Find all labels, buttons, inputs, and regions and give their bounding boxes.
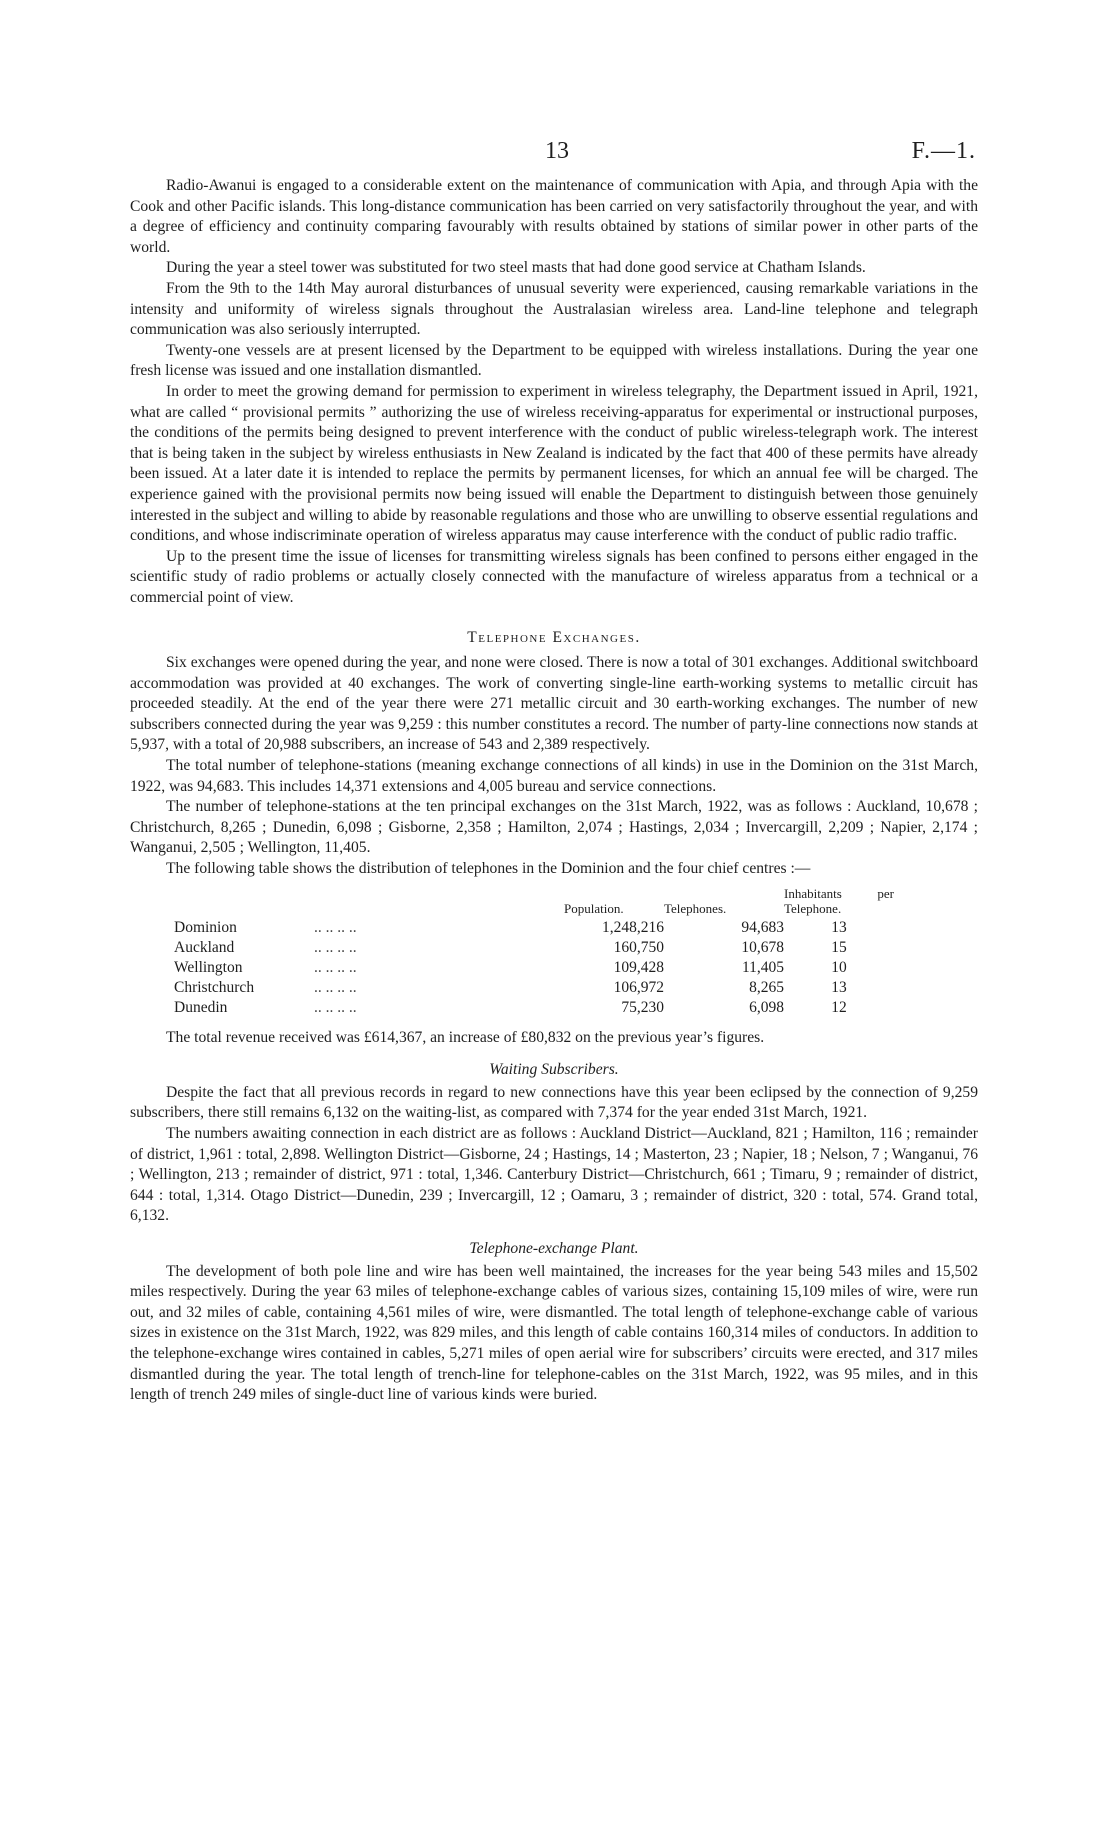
paragraph: The number of telephone-stations at the ten principal exchanges on the 31st March, 1922, was as follows : Auckland, 10,678 ; Christchurch, 8,265 ; Dunedin, 6,098 ; Gisborne, 2,358 ; Hamilton, 2,074 ; Hastings, 2,034 ; Invercargill, 2,209 ; Napier, 2,174 ; Wanganui, 2,505 ; Wellington, 11,405. — [130, 798, 978, 857]
section-heading-waiting-subscribers: Waiting Subscribers. — [489, 1061, 619, 1079]
row-leader: .. .. .. .. — [314, 978, 357, 996]
document-reference: F.—1. — [911, 138, 976, 164]
section-heading-exchange-plant: Telephone-exchange Plant. — [469, 1239, 639, 1257]
paragraph: The numbers awaiting connection in each district are as follows : Auckland District—Auckland, 821 ; Hamilton, 116 ; remainder of district, 1,961 : total, 2,898. Wellington District—Gisborne, 24 ; Hastings, 14 ; Masterton, 23 ; Napier, 18 ; Nelson, 7 ; Wanganui, 76 ; Wellington, 213 ; remainder of district, 971 : total, 1,346. Canterbury District—Christchurch, 661 ; Timaru, 9 ; remainder of district, 644 : total, 1,314. Otago District—Dunedin, 239 ; Invercargill, 12 ; Oamaru, 3 ; remainder of district, 320 : total, 574. Grand total, 6,132. — [130, 1124, 978, 1225]
paragraph: Twenty-one vessels are at present licensed by the Department to be equipped with wireless installations. During the year one fresh license was issued and one installation dismantled. — [130, 341, 978, 380]
row-name: Wellington — [174, 958, 243, 976]
page-number: 13 — [545, 138, 569, 164]
row-population: 106,972 — [613, 978, 664, 996]
row-leader: .. .. .. .. — [314, 938, 357, 956]
row-inhabitants: 13 — [831, 918, 847, 936]
row-name: Auckland — [174, 938, 235, 956]
paragraph: The following table shows the distribution of telephones in the Dominion and the four chief centres :— — [166, 860, 811, 877]
table-row — [174, 978, 894, 998]
row-population: 160,750 — [613, 938, 664, 956]
row-telephones: 94,683 — [741, 918, 784, 936]
row-leader: .. .. .. .. — [314, 918, 357, 936]
paragraph: During the year a steel tower was substituted for two steel masts that had done good service at Chatham Islands. — [166, 259, 866, 277]
paragraph: The total number of telephone-stations (meaning exchange connections of all kinds) in use in the Dominion on the 31st March, 1922, was 94,683. This includes 14,371 extensions and 4,005 bureau and service connections. — [130, 757, 978, 795]
row-population: 109,428 — [613, 958, 664, 976]
document-body — [130, 176, 978, 1406]
row-leader: .. .. .. .. — [314, 958, 357, 976]
row-telephones: 11,405 — [741, 958, 784, 976]
column-header-telephones: Telephones. — [664, 900, 727, 916]
row-inhabitants: 15 — [831, 938, 847, 956]
row-name: Dominion — [174, 918, 237, 936]
column-header-population: Population. — [564, 900, 624, 916]
paragraph: Six exchanges were opened during the year, and none were closed. There is now a total of 301 exchanges. Additional switchboard accommodation was provided at 40 exchanges. The work of converting single-line earth-working systems to metallic circuit has proceeded steadily. At the end of the year there were 271 metallic circuit and 30 earth-working exchanges. The number of new subscribers connected during the year was 9,259 : this number constitutes a record. The number of party-line connections now stands at 5,937, with a total of 20,988 subscribers, an increase of 543 and 2,389 respectively. — [130, 654, 978, 754]
row-population: 75,230 — [621, 998, 664, 1016]
row-name: Christchurch — [174, 978, 255, 996]
telephone-distribution-table — [174, 886, 894, 1018]
row-leader: .. .. .. .. — [314, 998, 357, 1016]
row-population: 1,248,216 — [602, 918, 664, 936]
table-row — [174, 958, 894, 978]
paragraph: Despite the fact that all previous records in regard to new connections have this year been eclipsed by the connection of 9,259 subscribers, there still remains 6,132 on the waiting-list, as compared with 7,374 for the year ended 31st March, 1921. — [130, 1083, 978, 1122]
section-heading-telephone-exchanges: Telephone Exchanges. — [467, 629, 641, 647]
paragraph: From the 9th to the 14th May auroral disturbances of unusual severity were experienced, causing remarkable variations in the intensity and uniformity of wireless signals throughout the Australasian wireless area. Land-line telephone and telegraph communication was also seriously interrupted. — [130, 279, 978, 339]
paragraph: The development of both pole line and wire has been well maintained, the increases for the year being 543 miles and 15,502 miles respectively. During the year 63 miles of telephone-exchange cables of various sizes, containing 15,109 miles of wire, were run out, and 32 miles of cable, containing 4,561 miles of wire, were dismantled. The total length of telephone-exchange cable of various sizes in existence on the 31st March, 1922, was 829 miles, and this length of cable contains 160,314 miles of conductors. In addition to the telephone-exchange wires contained in cables, 5,271 miles of open aerial wire for subscribers’ circuits were erected, and 317 miles dismantled during the year. The total length of trench-line for telephone-cables on the 31st March, 1922, was 95 miles, and in this length of trench 249 miles of single-duct line of various kinds were buried. — [130, 1262, 978, 1404]
paragraph: In order to meet the growing demand for permission to experiment in wireless telegraphy, the Department issued in April, 1921, what are called “ provisional permits ” authorizing the use of wireless receiving-apparatus for experimental or instructional purposes, the conditions of the permits being designed to prevent interference with the conduct of public wireless-telegraph work. The interest that is being taken in the subject by wireless enthusiasts in New Zealand is indicated by the fact that 400 of these permits have already been issued. At a later date it is intended to replace the permits by permanent licenses, for which an annual fee will be charged. The experience gained with the provisional permits now being issued will enable the Department to distinguish between those genuinely interested in the subject and willing to abide by reasonable regulations and those who are unwilling to observe essential regulations and conditions, and whose indiscriminate operation of wireless apparatus may cause interference with the conduct of public radio traffic. — [130, 382, 978, 545]
table-row — [174, 998, 894, 1018]
column-header-inhabitants: Inhabitants per Telephone. — [784, 885, 894, 916]
table-row — [174, 918, 894, 938]
row-telephones: 10,678 — [741, 938, 784, 956]
revenue-paragraph: The total revenue received was £614,367, an increase of £80,832 on the previous year’s figures. — [166, 1028, 765, 1046]
row-name: Dunedin — [174, 998, 228, 1016]
row-inhabitants: 10 — [831, 958, 847, 976]
row-telephones: 8,265 — [749, 978, 784, 996]
table-header-row — [174, 886, 894, 918]
paragraph: Up to the present time the issue of licenses for transmitting wireless signals has been confined to persons either engaged in the scientific study of radio problems or actually closely connected with the manufacture of wireless apparatus from a technical or a commercial point of view. — [130, 547, 978, 606]
row-telephones: 6,098 — [749, 998, 784, 1016]
paragraph: Radio-Awanui is engaged to a considerable extent on the maintenance of communication with Apia, and through Apia with the Cook and other Pacific islands. This long-distance communication has been carried on very satisfactorily throughout the year, and with a degree of efficiency and continuity comparing favourably with results obtained by stations of similar power in other parts of the world. — [130, 177, 978, 256]
row-inhabitants: 13 — [831, 978, 847, 996]
row-inhabitants: 12 — [831, 998, 847, 1016]
table-row — [174, 938, 894, 958]
